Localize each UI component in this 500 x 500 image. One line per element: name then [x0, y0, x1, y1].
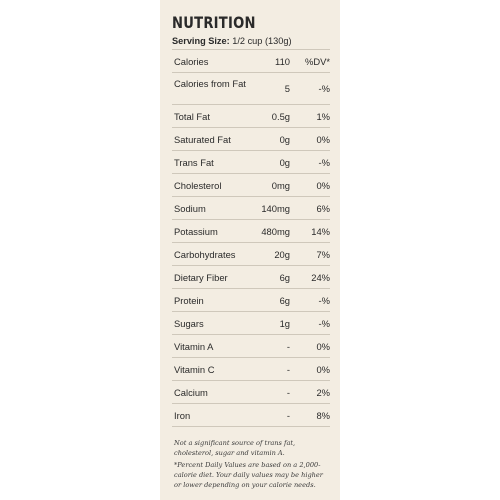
nutrient-dv: 14%: [311, 226, 330, 237]
nutrient-row-potassium: [172, 220, 330, 243]
nutrient-name: Sugars: [174, 318, 204, 329]
nutrient-row-sodium: [172, 197, 330, 220]
nutrient-row-carbohydrates: [172, 243, 330, 266]
nutrient-name: Total Fat: [174, 111, 210, 122]
nutrient-row-trans-fat: [172, 151, 330, 174]
nutrient-row-vitamin-a: [172, 335, 330, 358]
nutrient-amount: 0.5g: [271, 111, 290, 122]
nutrient-name: Dietary Fiber: [174, 272, 228, 283]
nutrient-row-sugars: [172, 312, 330, 335]
nutrient-dv: -%: [318, 157, 330, 168]
nutrient-name: Iron: [174, 410, 191, 421]
nutrient-row-iron: [172, 404, 330, 427]
nutrient-row-calories: [172, 50, 330, 73]
nutrient-dv: 2%: [316, 387, 330, 398]
nutrient-amount: 0g: [279, 157, 290, 168]
nutrient-name: Calcium: [174, 387, 208, 398]
nutrient-dv: %DV*: [304, 56, 330, 67]
nutrient-name: Cholesterol: [174, 180, 222, 191]
nutrient-dv: 0%: [316, 364, 330, 375]
nutrient-dv: -%: [318, 83, 330, 94]
nutrient-dv: 0%: [316, 180, 330, 191]
nutrient-name: Potassium: [174, 226, 218, 237]
nutrient-dv: 6%: [316, 203, 330, 214]
nutrient-dv: 0%: [316, 341, 330, 352]
nutrient-dv: -%: [318, 318, 330, 329]
nutrition-label: [160, 0, 340, 500]
footnote-daily-values: *Percent Daily Values are based on a 2,000-calorie diet. Your daily values may be higher or lower depending on your calorie needs.: [174, 461, 323, 489]
nutrient-row-protein: [172, 289, 330, 312]
nutrient-dv: 0%: [316, 134, 330, 145]
nutrient-dv: 1%: [316, 111, 330, 122]
nutrient-name: Trans Fat: [174, 157, 214, 168]
nutrient-row-dietary-fiber: [172, 266, 330, 289]
nutrient-name: Vitamin A: [174, 341, 214, 352]
nutrient-name: Carbohydrates: [174, 249, 236, 260]
nutrient-name: Saturated Fat: [174, 134, 231, 145]
nutrient-amount: -: [286, 410, 290, 421]
nutrient-dv: 7%: [316, 249, 330, 260]
nutrient-name: Sodium: [174, 203, 206, 214]
nutrient-dv: 8%: [316, 410, 330, 421]
nutrient-name: Vitamin C: [174, 364, 215, 375]
nutrient-name: Calories: [174, 56, 209, 67]
nutrient-amount: 0g: [279, 134, 290, 145]
nutrient-row-saturated-fat: [172, 128, 330, 151]
nutrient-row-cholesterol: [172, 174, 330, 197]
nutrient-amount: 20g: [274, 249, 290, 260]
nutrient-amount: 6g: [279, 272, 290, 283]
nutrient-table: [172, 49, 330, 427]
nutrient-amount: 140mg: [261, 203, 290, 214]
nutrient-amount: -: [286, 387, 290, 398]
nutrient-row-vitamin-c: [172, 358, 330, 381]
nutrient-amount: 480mg: [261, 226, 290, 237]
footnotes: [172, 427, 330, 490]
nutrient-dv: -%: [318, 295, 330, 306]
nutrient-name: Protein: [174, 295, 204, 306]
nutrient-amount: 5: [284, 83, 290, 94]
label-title: NUTRITION: [172, 13, 256, 32]
nutrient-row-total-fat: [172, 105, 330, 128]
nutrient-amount: -: [286, 364, 290, 375]
nutrient-dv: 24%: [311, 272, 330, 283]
nutrient-row-calories-from-fat: [172, 73, 330, 105]
nutrient-name: Calories from Fat: [174, 78, 246, 89]
nutrient-amount: 110: [275, 56, 290, 67]
nutrient-amount: -: [286, 341, 290, 352]
serving-size: [172, 35, 330, 47]
footnote-not-significant: Not a significant source of trans fat, cholesterol, sugar and vitamin A.: [174, 439, 296, 457]
serving-size-label: Serving Size:: [172, 36, 230, 46]
nutrient-amount: 0mg: [271, 180, 290, 191]
nutrient-amount: 6g: [279, 295, 290, 306]
nutrient-row-calcium: [172, 381, 330, 404]
serving-size-value: 1/2 cup (130g): [232, 36, 292, 46]
nutrient-amount: 1g: [279, 318, 290, 329]
